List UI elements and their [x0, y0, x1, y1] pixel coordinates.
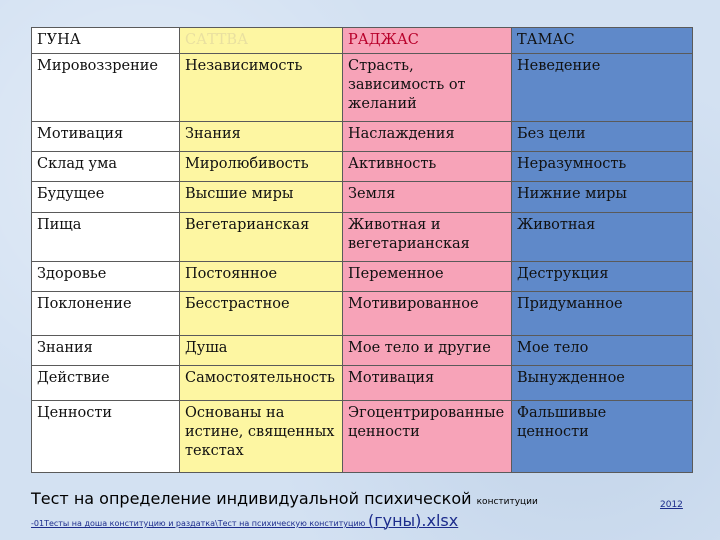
rajas-cell: Активность	[343, 152, 512, 182]
sattva-cell: Знания	[180, 122, 343, 152]
rajas-cell: Страсть, зависимость от желаний	[343, 54, 512, 122]
sattva-cell: Высшие миры	[180, 182, 343, 213]
header-cell-tamas: ТАМАС	[512, 28, 693, 54]
table-row	[32, 366, 693, 401]
table-row	[32, 213, 693, 262]
row-label: Действие	[32, 366, 180, 401]
tamas-cell: Мое тело	[512, 336, 693, 366]
file-link-name[interactable]: (гуны).xlsx	[367, 511, 459, 530]
slide-caption	[31, 489, 551, 508]
rajas-cell: Земля	[343, 182, 512, 213]
rajas-cell: Мое тело и другие	[343, 336, 512, 366]
sattva-cell: Независимость	[180, 54, 343, 122]
table-row	[32, 401, 693, 473]
header-cell-sattva: САТТВА	[180, 28, 343, 54]
sattva-cell: Вегетарианская	[180, 213, 343, 262]
table-header-row	[32, 28, 693, 54]
rajas-cell: Мотивированное	[343, 292, 512, 336]
sattva-cell: Душа	[180, 336, 343, 366]
sattva-cell: Миролюбивость	[180, 152, 343, 182]
table-row	[32, 292, 693, 336]
row-label: Пища	[32, 213, 180, 262]
row-label: Мировоззрение	[32, 54, 180, 122]
tamas-cell: Нижние миры	[512, 182, 693, 213]
row-label: Склад ума	[32, 152, 180, 182]
row-label: Поклонение	[32, 292, 180, 336]
row-label: Ценности	[32, 401, 180, 473]
file-link-path[interactable]: -01Тесты на доша конституцию и раздатка\Тест на психическую конституцию	[31, 519, 366, 528]
row-label: Здоровье	[32, 262, 180, 292]
sattva-cell: Самостоятельность	[180, 366, 343, 401]
tamas-cell: Животная	[512, 213, 693, 262]
file-link[interactable]	[31, 511, 551, 530]
caption-main: Тест на определение индивидуальной психической	[31, 489, 472, 508]
tamas-cell: Придуманное	[512, 292, 693, 336]
row-label: Мотивация	[32, 122, 180, 152]
header-cell-guna: ГУНА	[32, 28, 180, 54]
tamas-cell: Деструкция	[512, 262, 693, 292]
row-label: Будущее	[32, 182, 180, 213]
tamas-cell: Неведение	[512, 54, 693, 122]
table-row	[32, 54, 693, 122]
rajas-cell: Переменное	[343, 262, 512, 292]
table-row	[32, 336, 693, 366]
sattva-cell: Постоянное	[180, 262, 343, 292]
tamas-cell: Вынужденное	[512, 366, 693, 401]
rajas-cell: Наслаждения	[343, 122, 512, 152]
rajas-cell: Животная и вегетарианская	[343, 213, 512, 262]
tamas-cell: Без цели	[512, 122, 693, 152]
rajas-cell: Эгоцентрированные ценности	[343, 401, 512, 473]
year-label: 2012	[660, 500, 683, 510]
rajas-cell: Мотивация	[343, 366, 512, 401]
guna-table	[31, 27, 693, 473]
header-cell-rajas: РАДЖАС	[343, 28, 512, 54]
caption-small: конституции	[476, 497, 538, 507]
tamas-cell: Неразумность	[512, 152, 693, 182]
sattva-cell: Бесстрастное	[180, 292, 343, 336]
table-row	[32, 122, 693, 152]
table-row	[32, 182, 693, 213]
row-label: Знания	[32, 336, 180, 366]
tamas-cell: Фальшивые ценности	[512, 401, 693, 473]
table-row	[32, 152, 693, 182]
table-row	[32, 262, 693, 292]
sattva-cell: Основаны на истине, священных текстах	[180, 401, 343, 473]
